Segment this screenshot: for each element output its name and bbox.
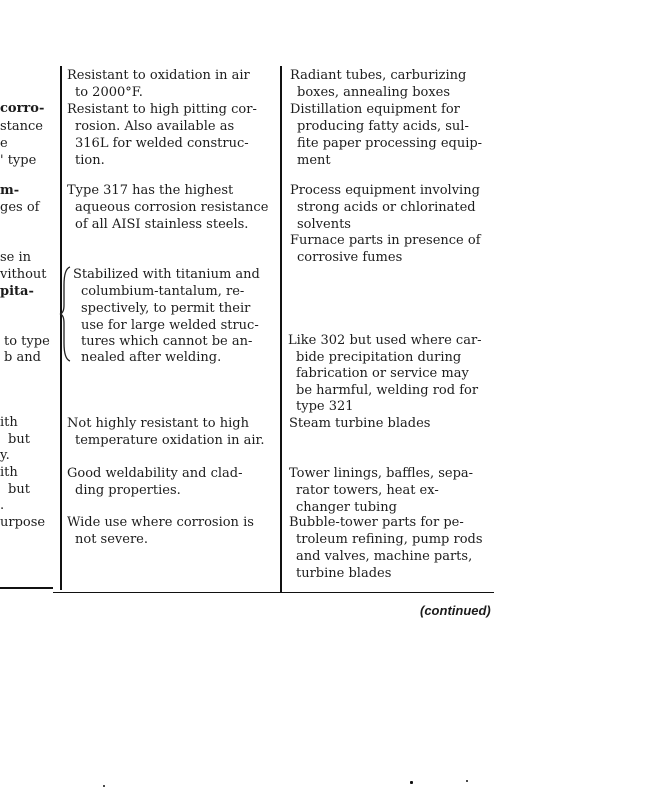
applications-line: producing fatty acids, sul- [297, 119, 469, 134]
properties-line: Stabilized with titanium and [73, 267, 260, 282]
applications-line: changer tubing [296, 500, 397, 515]
left-fragment: to type [4, 334, 50, 349]
applications-line: strong acids or chlorinated [297, 200, 476, 215]
applications-line: Steam turbine blades [289, 416, 431, 431]
applications-line: boxes, annealing boxes [297, 85, 451, 100]
applications-line: Process equipment involving [290, 183, 480, 198]
left-fragment: corro- [0, 101, 45, 116]
continued-label: (continued) [420, 603, 491, 618]
properties-line: tion. [75, 153, 105, 168]
applications-line: ment [297, 153, 331, 168]
properties-line: Wide use where corrosion is [67, 515, 254, 530]
applications-line: Radiant tubes, carburizing [290, 68, 467, 83]
applications-line: turbine blades [296, 566, 392, 581]
left-fragment: se in [0, 250, 32, 265]
applications-line: Distillation equipment for [290, 102, 460, 117]
applications-line: Tower linings, baffles, sepa- [289, 466, 474, 481]
left-fragment: ges of [0, 200, 40, 215]
left-fragment: but [8, 482, 30, 497]
left-fragment: b and [4, 350, 41, 365]
properties-line: rosion. Also available as [75, 119, 235, 134]
applications-line: be harmful, welding rod for [296, 383, 479, 398]
applications-line: and valves, machine parts, [296, 549, 473, 564]
left-fragment: stance [0, 119, 43, 134]
bottom-rule [53, 592, 494, 593]
properties-line: spectively, to permit their [81, 301, 251, 316]
left-fragment: . [0, 498, 5, 513]
properties-line: not severe. [75, 532, 148, 547]
properties-line: tures which cannot be an- [81, 334, 253, 349]
properties-line: Good weldability and clad- [67, 466, 243, 481]
properties-line: Resistant to high pitting cor- [67, 102, 257, 117]
applications-line: troleum refining, pump rods [296, 532, 483, 547]
applications-line: Like 302 but used where car- [288, 333, 482, 348]
left-fragment: m- [0, 183, 20, 198]
left-fragment: e [0, 136, 8, 151]
applications-line: solvents [297, 217, 351, 232]
properties-line: Not highly resistant to high [67, 416, 249, 431]
properties-line: aqueous corrosion resistance [75, 200, 269, 215]
scan-speck [103, 785, 105, 787]
left-fragment: but [8, 432, 30, 447]
left-fragment: ith [0, 415, 18, 430]
properties-line: ding properties. [75, 483, 181, 498]
properties-line: of all AISI stainless steels. [75, 217, 249, 232]
applications-line: Bubble-tower parts for pe- [289, 515, 464, 530]
left-fragment: urpose [0, 515, 46, 530]
applications-line: fabrication or service may [296, 366, 469, 381]
properties-line: Resistant to oxidation in air [67, 68, 250, 83]
applications-line: rator towers, heat ex- [296, 483, 439, 498]
properties-line: 316L for welded construc- [75, 136, 249, 151]
properties-line: to 2000°F. [75, 85, 143, 100]
properties-line: columbium-tantalum, re- [81, 284, 245, 299]
left-fragment: ith [0, 465, 18, 480]
left-fragment: vithout [0, 267, 47, 282]
left-fragment: ' type [0, 153, 37, 168]
left-fragment: y. [0, 448, 10, 463]
applications-line: type 321 [296, 399, 354, 414]
brace-mark [59, 265, 73, 363]
properties-line: temperature oxidation in air. [75, 433, 265, 448]
applications-line: corrosive fumes [297, 250, 403, 265]
column-rule-right [280, 66, 282, 592]
scan-speck [466, 780, 468, 782]
left-fragment: pita- [0, 284, 34, 299]
scan-speck [410, 781, 413, 784]
bottom-rule-left [0, 587, 53, 589]
applications-line: Furnace parts in presence of [290, 233, 481, 248]
applications-line: fite paper processing equip- [297, 136, 483, 151]
properties-line: nealed after welding. [81, 350, 222, 365]
applications-line: bide precipitation during [296, 350, 462, 365]
properties-line: Type 317 has the highest [67, 183, 234, 198]
properties-line: use for large welded struc- [81, 318, 259, 333]
